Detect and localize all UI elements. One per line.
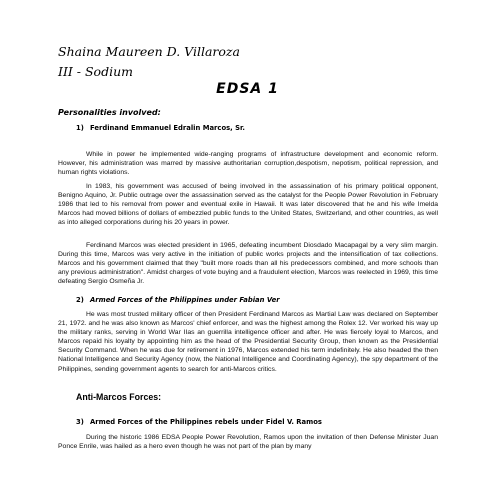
item-3-title: Armed Forces of the Philippines rebels under Fidel V. Ramos [90, 418, 322, 426]
document-title: EDSA 1 [216, 81, 279, 97]
personalities-heading: Personalities involved: [58, 108, 161, 117]
paragraph-4: He was most trusted military officer of then President Ferdinand Marcos as Martial Law was declared on September 21, 1972. and he was also known as Marcos' chief enforcer, and was the highest among the Rolex 12. Ver worked his way up the military ranks, serving in World War IIas an guerrilla intelligence officer and after. He was fiercely loyal to Marcos, and Marcos repaid his loyalty by appointing him as the head of the Presidential Security Group, then known as the Presidential Security Command. When he was due for retirement in 1976, Marcos extended his term indefinitely. He also headed the then National Intelligence and Security Agency (now, the National Intelligence and Coordinating Agency), the spy department of the Philippines, sending government agents to search for anti-Marcos critics. [58, 311, 438, 373]
author-name: Shaina Maureen D. Villaroza [58, 44, 240, 59]
item-1-title: Ferdinand Emmanuel Edralin Marcos, Sr. [90, 124, 245, 132]
class-section: III - Sodium [58, 64, 133, 79]
item-2-heading [76, 296, 280, 304]
item-1-number: 1) [76, 124, 84, 132]
paragraph-5: During the historic 1986 EDSA People Power Revolution, Ramos upon the invitation of then Defense Minister Juan Ponce Enrile, was hailed as a hero even though he was not part of the plan by many [58, 434, 438, 451]
item-3-heading [76, 418, 322, 426]
paragraph-1: While in power he implemented wide-ranging programs of infrastructure development and economic reform. However, his administration was marred by massive authoritarian corruption,despotism, nepotism, political repression, and human rights violations. [58, 151, 438, 177]
anti-marcos-heading: Anti-Marcos Forces: [76, 392, 162, 402]
item-2-title: Armed Forces of the Philippines under Fabian Ver [90, 296, 280, 304]
paragraph-3: Ferdinand Marcos was elected president in 1965, defeating incumbent Diosdado Macapagal by a very slim margin. During this time, Marcos was very active in the initiation of public works projects and the intensification of tax collections. Marcos and his government claimed that they "built more roads than all his predecessors combined, and more schools than any previous administration". Amidst charges of vote buying and a fraudulent election, Marcos was reelected in 1969, this time defeating Sergio Osmeña Jr. [58, 242, 438, 286]
item-2-number: 2) [76, 296, 84, 304]
item-1-heading [76, 124, 245, 132]
item-3-number: 3) [76, 418, 84, 426]
paragraph-2: In 1983, his government was accused of being involved in the assassination of his primary political opponent, Benigno Aquino, Jr. Public outrage over the assassination served as the catalyst for the People Power Revolution in February 1986 that led to his removal from power and eventual exile in Hawaii. It was later discovered that he and his wife Imelda Marcos had moved billions of dollars of embezzled public funds to the United States, Switzerland, and other countries, as well as into alleged corporations during his 20 years in power. [58, 183, 438, 227]
